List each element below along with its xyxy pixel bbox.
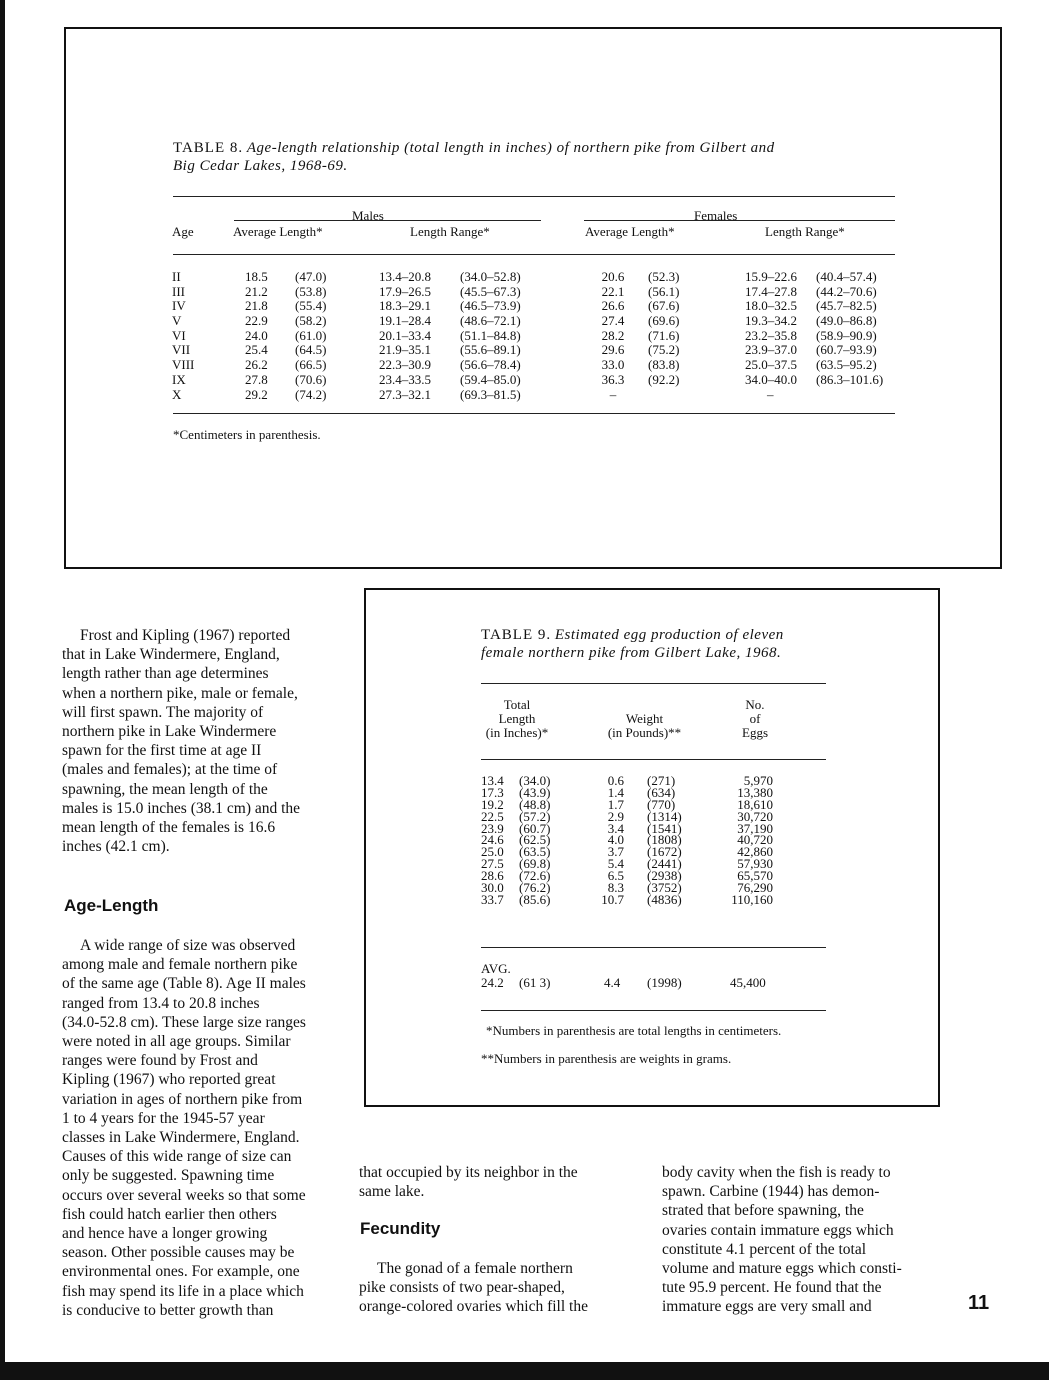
table9-rule-header <box>481 759 826 760</box>
table9-col-length <box>482 698 552 740</box>
table8-cell: 18.0–32.5 <box>745 298 797 314</box>
col2-paragraph-2 <box>359 1259 631 1317</box>
table8-title-line1: Age-length relationship (total length in inches) of northern pike from Gilbert and <box>246 140 775 156</box>
table8-cell: (55.4) <box>295 298 327 314</box>
table9-col-eggs-l3: Eggs <box>742 725 768 740</box>
table9-cell: 3.7 <box>607 844 624 860</box>
table9-cell: 5.4 <box>607 856 624 872</box>
table8-cell: 28.2 <box>601 327 625 343</box>
table8-ages <box>172 270 194 402</box>
table8-cell: VI <box>172 327 186 343</box>
table8-cell: (45.7–82.5) <box>816 298 877 314</box>
table8-cell: (74.2) <box>295 386 327 402</box>
table8-cell: 34.0–40.0 <box>745 371 797 387</box>
table8-cell: II <box>172 269 181 284</box>
table8-label: TABLE 8. <box>173 140 244 156</box>
table9-cell: 25.0 <box>481 844 504 860</box>
heading-age-length: Age-Length <box>64 896 159 915</box>
table8-cell: (92.2) <box>648 371 680 387</box>
text-line: A wide range of size was observed <box>80 937 296 954</box>
table9-col-weight-l1: Weight <box>625 711 664 726</box>
text-line: spawn. Carbine (1944) has demon- <box>662 1183 880 1201</box>
text-line: among male and female northern pike <box>62 956 298 974</box>
table9-length-cm <box>519 775 550 906</box>
table9-cell: 65,570 <box>737 868 773 884</box>
table9-col-weight <box>597 712 692 740</box>
table8-cell: (34.0–52.8) <box>460 269 521 284</box>
table8-cell: 36.3 <box>601 371 625 387</box>
table8-cell: 17.9–26.5 <box>379 283 431 299</box>
table9-cell: (2938) <box>647 868 682 884</box>
table8-cell: 29.6 <box>601 342 625 358</box>
table9-avg-label: AVG. <box>481 961 511 976</box>
table8-cell: X <box>172 386 182 402</box>
table9-cell: 30,720 <box>737 808 773 824</box>
col1-paragraph-1 <box>62 626 333 856</box>
table8-cell: 18.3–29.1 <box>379 298 431 314</box>
table9-cell: 33.7 <box>481 891 504 907</box>
col1-paragraph-2 <box>62 936 333 1320</box>
table9-cell: 22.5 <box>481 808 504 824</box>
table9-cell: (43.9) <box>519 784 551 800</box>
table9-cell: (48.8) <box>519 796 551 812</box>
table8-cell: 25.0–37.5 <box>745 357 797 373</box>
table8-cell: (56.6–78.4) <box>460 357 521 373</box>
table8-col-male-avg: Average Length* <box>233 224 323 239</box>
table8-cell <box>816 388 883 403</box>
table8-cell: 22.1 <box>601 283 625 299</box>
table9-cell: 27.5 <box>481 856 504 872</box>
table8-cell: 24.0 <box>245 327 268 343</box>
table8-cell: (58.9–90.9) <box>816 327 877 343</box>
table9-cell: 10.7 <box>601 891 624 907</box>
table8-cell: (56.1) <box>648 283 680 299</box>
table9-cell: 1.7 <box>607 796 624 812</box>
table9-cell: 40,720 <box>737 832 773 848</box>
table8-rule-males <box>234 220 541 221</box>
text-line: is conducive to better growth than <box>62 1301 274 1319</box>
text-line: only be suggested. Spawning time <box>62 1167 275 1185</box>
table9-avg-eggs: 45,400 <box>730 975 766 990</box>
table8-cell: 21.8 <box>245 298 268 314</box>
table8-col-age: Age <box>172 224 194 239</box>
text-line: that in Lake Windermere, England, <box>62 646 280 664</box>
table8-cell: (86.3–101.6) <box>816 371 884 387</box>
table8-cell: – <box>767 386 774 402</box>
table8-female-range-in <box>731 270 811 402</box>
table9-col-length-l2: Length <box>498 711 536 726</box>
text-line: (34.0-52.8 cm). These large size ranges <box>62 1013 306 1031</box>
table9-cell: (76.2) <box>519 880 551 896</box>
table9-cell: (62.5) <box>519 832 551 848</box>
table8-cell: 21.9–35.1 <box>379 342 431 358</box>
table8-cell: (45.5–67.3) <box>460 283 521 299</box>
table8-cell: IX <box>172 371 186 387</box>
table8-cell: (58.2) <box>295 313 327 329</box>
text-line: Kipling (1967) who reported great <box>62 1071 276 1089</box>
table8-cell: (47.0) <box>295 269 327 284</box>
table8-rule-females <box>584 220 895 221</box>
table8-footnote: *Centimeters in parenthesis. <box>173 427 321 442</box>
table8-cell: VII <box>172 342 191 358</box>
table8-caption <box>173 139 853 175</box>
table9-cell: (2441) <box>647 856 682 872</box>
table8-cell: (60.7–93.9) <box>816 342 877 358</box>
table8-cell: 20.6 <box>601 269 625 284</box>
table9-col-eggs-l2: of <box>749 711 761 726</box>
text-line: (males and females); at the time of <box>62 761 278 779</box>
table8-cell: – <box>609 386 617 402</box>
table9-col-length-l3: (in Inches)* <box>485 725 549 740</box>
table9-cell: 1.4 <box>607 784 624 800</box>
table8-cell: (83.8) <box>648 357 680 373</box>
table8-male-range-in <box>379 270 431 402</box>
table9-cell: 28.6 <box>481 868 504 884</box>
table8-cell: (48.6–72.1) <box>460 313 521 329</box>
table9-cell: (1314) <box>647 808 682 824</box>
table8-male-range-cm <box>460 270 521 402</box>
table9-col-eggs <box>730 698 780 740</box>
table8-cell: VIII <box>172 357 195 373</box>
text-line: strated that before spawning, the <box>662 1202 864 1220</box>
text-line: will first spawn. The majority of <box>62 703 264 721</box>
table9-cell: (57.2) <box>519 808 551 824</box>
table9-rule-data <box>481 947 826 948</box>
table8-col-female-avg: Average Length* <box>585 224 675 239</box>
table9-col-weight-l2: (in Pounds)** <box>607 725 682 740</box>
table9-cell: (271) <box>647 773 676 788</box>
text-line: same lake. <box>359 1183 425 1201</box>
table8-cell: 25.4 <box>245 342 268 358</box>
table9-title-line1: Estimated egg production of eleven <box>554 627 784 643</box>
heading-fecundity: Fecundity <box>360 1219 441 1238</box>
table8-cell: 22.3–30.9 <box>379 357 431 373</box>
page-edge <box>0 0 5 1380</box>
table8-cell: V <box>172 313 182 329</box>
text-line: northern pike in Lake Windermere <box>62 723 277 741</box>
table8-header-males: Males <box>352 208 384 223</box>
table8-female-avg-cm <box>648 270 679 402</box>
text-line: environmental ones. For example, one <box>62 1263 300 1281</box>
table9-cell: 37,190 <box>737 820 773 836</box>
table8-cell: 21.2 <box>245 283 268 299</box>
table9-cell: (634) <box>647 784 676 800</box>
table8-cell: 27.3–32.1 <box>379 386 431 402</box>
text-line: length rather than age determines <box>62 665 269 683</box>
table9-cell: 17.3 <box>481 784 504 800</box>
text-line: immature eggs are very small and <box>662 1298 872 1316</box>
table8-cell: 19.3–34.2 <box>745 313 797 329</box>
table8-cell: (52.3) <box>648 269 680 284</box>
table8-cell: (67.6) <box>648 298 680 314</box>
table9-cell: 13.4 <box>481 773 504 788</box>
text-line: when a northern pike, male or female, <box>62 684 298 702</box>
text-line: mean length of the females is 16.6 <box>62 819 276 837</box>
table9-cell: 23.9 <box>481 820 504 836</box>
text-line: 1 to 4 years for the 1945-57 year <box>62 1109 265 1127</box>
table8-cell: 27.4 <box>601 313 625 329</box>
text-line: Frost and Kipling (1967) reported <box>80 627 291 644</box>
table8-rule-header <box>173 254 895 255</box>
text-line: ranged from 13.4 to 20.8 inches <box>62 994 260 1012</box>
table9-cell: (69.8) <box>519 856 551 872</box>
table9-cell: (1541) <box>647 820 682 836</box>
text-line: of the same age (Table 8). Age II males <box>62 975 306 993</box>
table9-cell: 6.5 <box>607 868 624 884</box>
table8-cell: III <box>172 283 185 299</box>
table8-female-range-cm <box>816 270 883 402</box>
table8-cell: 19.1–28.4 <box>379 313 431 329</box>
table8-header-females: Females <box>694 208 738 223</box>
table9-cell: 0.6 <box>607 773 624 788</box>
table9-cell: 18,610 <box>737 796 773 812</box>
table9-label: TABLE 9. <box>481 627 552 643</box>
table9-rule-top <box>481 683 826 684</box>
table8-cell: (51.1–84.8) <box>460 327 521 343</box>
table8-cell: (49.0–86.8) <box>816 313 877 329</box>
table8-cell: 27.8 <box>245 371 268 387</box>
text-line: tute 95.9 percent. He found that the <box>662 1279 882 1297</box>
text-line: variation in ages of northern pike from <box>62 1090 303 1108</box>
table9-cell: (4836) <box>647 891 682 907</box>
table9-cell: (63.5) <box>519 844 551 860</box>
table9-cell: (1808) <box>647 832 682 848</box>
table9-cell: (85.6) <box>519 891 551 907</box>
table9-avg-weight-lb: 4.4 <box>604 975 621 990</box>
text-line: pike consists of two pear-shaped, <box>359 1279 565 1297</box>
table8-cell: 23.9–37.0 <box>745 342 797 358</box>
text-line: constitute 4.1 percent of the total <box>662 1240 867 1258</box>
table9-cell: 2.9 <box>607 808 624 824</box>
table8-cell: (40.4–57.4) <box>816 269 877 284</box>
table8-cell: (44.2–70.6) <box>816 283 877 299</box>
table8-cell: 23.2–35.8 <box>745 327 797 343</box>
table9-cell: 110,160 <box>731 891 773 907</box>
table9-cell: 4.0 <box>607 832 624 848</box>
text-line: males is 15.0 inches (38.1 cm) and the <box>62 799 301 817</box>
table9-title-line2: female northern pike from Gilbert Lake, 1968. <box>481 645 782 661</box>
table9-col-length-l1: Total <box>503 697 531 712</box>
table8-rule-top <box>173 196 895 197</box>
table8-cell: IV <box>172 298 186 314</box>
text-line: Causes of this wide range of size can <box>62 1148 292 1166</box>
text-line: season. Other possible causes may be <box>62 1244 295 1262</box>
table9-cell: (34.0) <box>519 773 551 788</box>
text-line: were noted in all age groups. Similar <box>62 1033 291 1051</box>
table8-cell: (71.6) <box>648 327 680 343</box>
table9-note-weight: **Numbers in parenthesis are weights in grams. <box>481 1051 732 1066</box>
table8-cell: (66.5) <box>295 357 327 373</box>
text-line: The gonad of a female northern <box>377 1260 573 1277</box>
text-line: and hence have a longer growing <box>62 1225 268 1243</box>
table8-cell: 17.4–27.8 <box>745 283 797 299</box>
text-line: ovaries contain immature eggs which <box>662 1221 894 1239</box>
table8-cell: (59.4–85.0) <box>460 371 521 387</box>
table9-caption <box>481 626 841 662</box>
col2-paragraph-1 <box>359 1163 631 1201</box>
text-line: that occupied by its neighbor in the <box>359 1164 578 1181</box>
table9-cell: 8.3 <box>607 880 624 896</box>
text-line: spawning, the mean length of the <box>62 780 268 798</box>
table8-cell: (70.6) <box>295 371 327 387</box>
page-bottom-edge <box>0 1362 1049 1380</box>
table9-cell: (72.6) <box>519 868 551 884</box>
table8-cell: (55.6–89.1) <box>460 342 521 358</box>
table9-cell: 3.4 <box>607 820 624 836</box>
table8-col-male-range: Length Range* <box>410 224 490 239</box>
table8-rule-bottom <box>173 413 895 414</box>
table8-male-avg-cm <box>295 270 326 402</box>
table9-weight-g <box>647 775 682 906</box>
text-line: orange-colored ovaries which fill the <box>359 1298 588 1316</box>
text-line: body cavity when the fish is ready to <box>662 1164 891 1181</box>
text-line: occurs over several weeks so that some <box>62 1186 306 1204</box>
table8-cell: (63.5–95.2) <box>816 357 877 373</box>
table9-avg-length-cm: (61 3) <box>519 975 551 990</box>
table9-col-eggs-l1: No. <box>745 697 765 712</box>
table8-cell: 13.4–20.8 <box>379 269 431 284</box>
table9-note-length: *Numbers in parenthesis are total lengths in centimeters. <box>486 1023 782 1038</box>
table8-cell: 29.2 <box>245 386 268 402</box>
table8-cell: (61.0) <box>295 327 327 343</box>
table9-cell: (1672) <box>647 844 682 860</box>
text-line: fish may spend its life in a place which <box>62 1282 304 1300</box>
table8-cell: (75.2) <box>648 342 680 358</box>
table8-title-line2: Big Cedar Lakes, 1968-69. <box>173 158 348 174</box>
table8-cell: 23.4–33.5 <box>379 371 431 387</box>
table8-cell: (64.5) <box>295 342 327 358</box>
table8-cell: (69.3–81.5) <box>460 386 521 402</box>
table9-eggs <box>716 775 773 906</box>
table8-cell: 20.1–33.4 <box>379 327 431 343</box>
table9-avg-weight-g: (1998) <box>647 975 682 990</box>
table8-cell: 26.2 <box>245 357 268 373</box>
table9-cell: 76,290 <box>737 880 773 896</box>
table8-male-avg-in <box>245 270 268 402</box>
table8-cell: 15.9–22.6 <box>745 269 797 284</box>
text-line: classes in Lake Windermere, England. <box>62 1129 300 1147</box>
table9-cell: (770) <box>647 796 676 812</box>
table8-cell: (46.5–73.9) <box>460 298 521 314</box>
page-number: 11 <box>968 1292 990 1314</box>
table9-avg-length-in: 24.2 <box>481 975 504 990</box>
table8-cell: 26.6 <box>601 298 625 314</box>
text-line: fish could hatch earlier then others <box>62 1205 277 1223</box>
text-line: spawn for the first time at age II <box>62 742 262 760</box>
table9-cell: 19.2 <box>481 796 504 812</box>
table9-cell: 13,380 <box>737 784 773 800</box>
table8-cell <box>648 388 679 403</box>
table8-cell: 18.5 <box>245 269 268 284</box>
table9-cell: (3752) <box>647 880 682 896</box>
table9-cell: 57,930 <box>737 856 773 872</box>
table8-cell: (69.6) <box>648 313 680 329</box>
table9-rule-bottom <box>481 1010 826 1011</box>
table8-female-avg-in <box>596 270 630 402</box>
table9-cell: (60.7) <box>519 820 551 836</box>
col3-paragraph <box>662 1163 934 1317</box>
table8-cell: 22.9 <box>245 313 268 329</box>
text-line: volume and mature eggs which consti- <box>662 1260 902 1278</box>
table8-col-female-range: Length Range* <box>765 224 845 239</box>
table9-weight-lb <box>598 775 624 906</box>
table8-cell: 33.0 <box>601 357 625 373</box>
text-line: ranges were found by Frost and <box>62 1052 258 1070</box>
table9-cell: 30.0 <box>481 880 504 896</box>
text-line: inches (42.1 cm). <box>62 838 170 856</box>
table9-cell: 42,860 <box>737 844 773 860</box>
table8-cell: (53.8) <box>295 283 327 299</box>
table9-cell: 24.6 <box>481 832 504 848</box>
table9-length-in <box>481 775 504 906</box>
table9-cell: 5,970 <box>743 773 773 788</box>
